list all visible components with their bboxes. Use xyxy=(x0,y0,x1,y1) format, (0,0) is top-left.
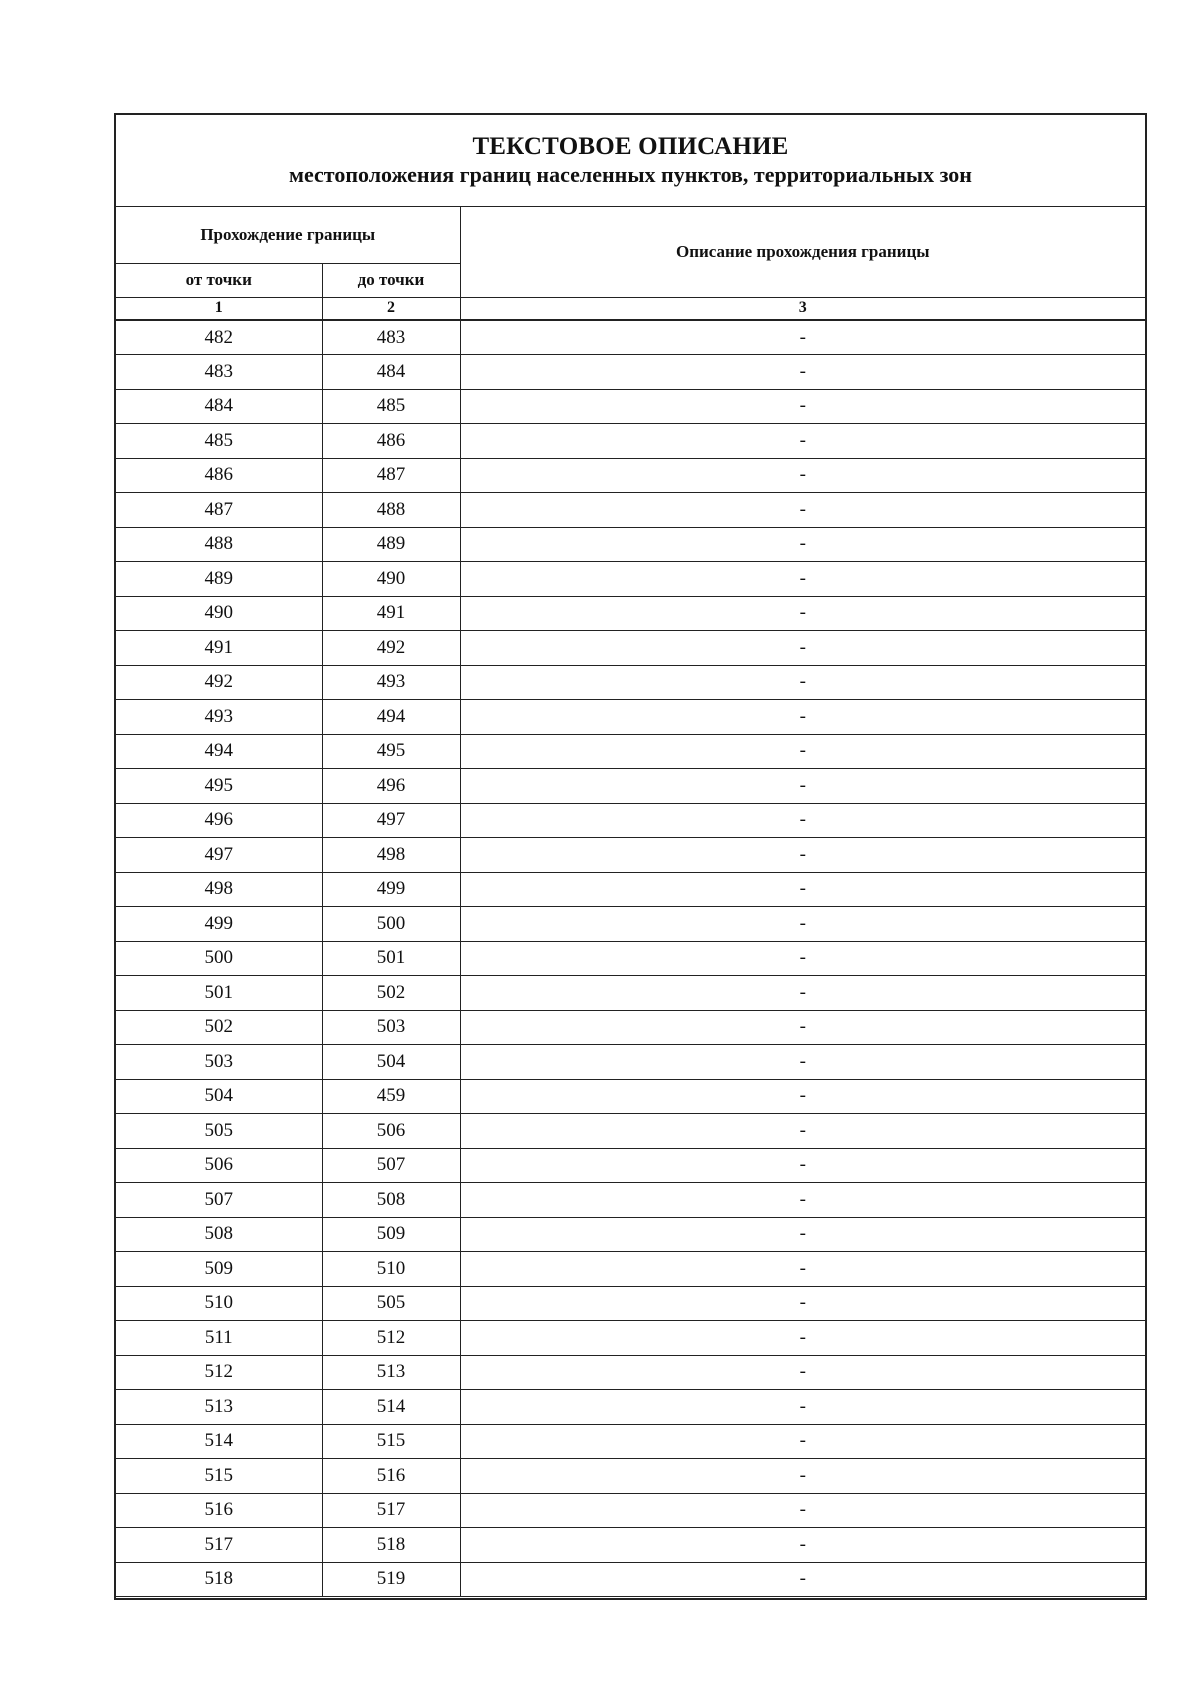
from-point-cell: 509 xyxy=(116,1252,322,1287)
description-cell: - xyxy=(460,803,1145,838)
description-cell: - xyxy=(460,631,1145,666)
from-point-cell: 511 xyxy=(116,1321,322,1356)
document-title: ТЕКСТОВОЕ ОПИСАНИЕ xyxy=(472,133,789,160)
from-point-cell: 493 xyxy=(116,700,322,735)
to-point-cell: 515 xyxy=(322,1424,460,1459)
description-cell: - xyxy=(460,1252,1145,1287)
to-point-cell: 495 xyxy=(322,734,460,769)
document-frame xyxy=(114,113,1147,1600)
from-point-cell: 492 xyxy=(116,665,322,700)
from-point-cell: 507 xyxy=(116,1183,322,1218)
to-point-cell: 514 xyxy=(322,1390,460,1425)
to-point-cell: 502 xyxy=(322,976,460,1011)
table-row xyxy=(116,1493,1145,1528)
to-point-cell: 484 xyxy=(322,355,460,390)
description-cell: - xyxy=(460,907,1145,942)
to-point-cell: 501 xyxy=(322,941,460,976)
table-row xyxy=(116,1459,1145,1494)
table-row xyxy=(116,493,1145,528)
description-cell: - xyxy=(460,596,1145,631)
table-row xyxy=(116,320,1145,355)
to-point-cell: 519 xyxy=(322,1562,460,1597)
header-to-point: до точки xyxy=(322,263,460,297)
to-point-cell: 497 xyxy=(322,803,460,838)
from-point-cell: 496 xyxy=(116,803,322,838)
from-point-cell: 506 xyxy=(116,1148,322,1183)
table-row xyxy=(116,1217,1145,1252)
description-cell: - xyxy=(460,1424,1145,1459)
table-row xyxy=(116,1528,1145,1563)
to-point-cell: 485 xyxy=(322,389,460,424)
from-point-cell: 482 xyxy=(116,320,322,355)
table-row xyxy=(116,665,1145,700)
description-cell: - xyxy=(460,458,1145,493)
description-cell: - xyxy=(460,872,1145,907)
to-point-cell: 492 xyxy=(322,631,460,666)
to-point-cell: 498 xyxy=(322,838,460,873)
description-cell: - xyxy=(460,941,1145,976)
from-point-cell: 489 xyxy=(116,562,322,597)
table-header xyxy=(116,207,1145,320)
from-point-cell: 494 xyxy=(116,734,322,769)
from-point-cell: 512 xyxy=(116,1355,322,1390)
table-row xyxy=(116,734,1145,769)
to-point-cell: 507 xyxy=(322,1148,460,1183)
to-point-cell: 513 xyxy=(322,1355,460,1390)
to-point-cell: 488 xyxy=(322,493,460,528)
from-point-cell: 499 xyxy=(116,907,322,942)
table-row xyxy=(116,1010,1145,1045)
from-point-cell: 484 xyxy=(116,389,322,424)
table-row xyxy=(116,1045,1145,1080)
description-cell: - xyxy=(460,562,1145,597)
description-cell: - xyxy=(460,1079,1145,1114)
to-point-cell: 505 xyxy=(322,1286,460,1321)
table-row xyxy=(116,1079,1145,1114)
document-subtitle: местоположения границ населенных пунктов, территориальных зон xyxy=(289,162,972,187)
from-point-cell: 510 xyxy=(116,1286,322,1321)
document-header xyxy=(116,115,1145,207)
from-point-cell: 518 xyxy=(116,1562,322,1597)
table-row xyxy=(116,1183,1145,1218)
to-point-cell: 509 xyxy=(322,1217,460,1252)
from-point-cell: 505 xyxy=(116,1114,322,1149)
table-row xyxy=(116,838,1145,873)
to-point-cell: 503 xyxy=(322,1010,460,1045)
table-body xyxy=(116,320,1145,1597)
to-point-cell: 483 xyxy=(322,320,460,355)
header-col-number-2: 2 xyxy=(322,297,460,320)
header-col-number-1: 1 xyxy=(116,297,322,320)
to-point-cell: 459 xyxy=(322,1079,460,1114)
to-point-cell: 486 xyxy=(322,424,460,459)
description-cell: - xyxy=(460,1010,1145,1045)
table-row xyxy=(116,1252,1145,1287)
table-row xyxy=(116,872,1145,907)
description-cell: - xyxy=(460,424,1145,459)
table-row xyxy=(116,389,1145,424)
description-cell: - xyxy=(460,493,1145,528)
from-point-cell: 508 xyxy=(116,1217,322,1252)
to-point-cell: 510 xyxy=(322,1252,460,1287)
from-point-cell: 488 xyxy=(116,527,322,562)
table-row xyxy=(116,1286,1145,1321)
description-cell: - xyxy=(460,1390,1145,1425)
description-cell: - xyxy=(460,320,1145,355)
from-point-cell: 485 xyxy=(116,424,322,459)
table-row xyxy=(116,1114,1145,1149)
description-cell: - xyxy=(460,1321,1145,1356)
to-point-cell: 496 xyxy=(322,769,460,804)
table-row xyxy=(116,1424,1145,1459)
to-point-cell: 506 xyxy=(322,1114,460,1149)
description-cell: - xyxy=(460,1528,1145,1563)
table-row xyxy=(116,1390,1145,1425)
description-cell: - xyxy=(460,1493,1145,1528)
from-point-cell: 483 xyxy=(116,355,322,390)
from-point-cell: 500 xyxy=(116,941,322,976)
to-point-cell: 500 xyxy=(322,907,460,942)
table-row xyxy=(116,769,1145,804)
from-point-cell: 497 xyxy=(116,838,322,873)
description-cell: - xyxy=(460,1562,1145,1597)
table-row xyxy=(116,941,1145,976)
table-row xyxy=(116,803,1145,838)
from-point-cell: 504 xyxy=(116,1079,322,1114)
table-row xyxy=(116,458,1145,493)
table-row xyxy=(116,527,1145,562)
description-cell: - xyxy=(460,1286,1145,1321)
boundary-table xyxy=(116,207,1145,1597)
description-cell: - xyxy=(460,1045,1145,1080)
to-point-cell: 518 xyxy=(322,1528,460,1563)
description-cell: - xyxy=(460,1459,1145,1494)
description-cell: - xyxy=(460,355,1145,390)
header-description: Описание прохождения границы xyxy=(460,207,1145,297)
to-point-cell: 516 xyxy=(322,1459,460,1494)
description-cell: - xyxy=(460,838,1145,873)
header-from-point: от точки xyxy=(116,263,322,297)
from-point-cell: 495 xyxy=(116,769,322,804)
description-cell: - xyxy=(460,1148,1145,1183)
from-point-cell: 490 xyxy=(116,596,322,631)
table-row xyxy=(116,631,1145,666)
table-row xyxy=(116,1355,1145,1390)
description-cell: - xyxy=(460,389,1145,424)
table-row xyxy=(116,976,1145,1011)
to-point-cell: 489 xyxy=(322,527,460,562)
from-point-cell: 516 xyxy=(116,1493,322,1528)
from-point-cell: 501 xyxy=(116,976,322,1011)
description-cell: - xyxy=(460,700,1145,735)
to-point-cell: 494 xyxy=(322,700,460,735)
description-cell: - xyxy=(460,769,1145,804)
table-row xyxy=(116,1562,1145,1597)
to-point-cell: 490 xyxy=(322,562,460,597)
from-point-cell: 514 xyxy=(116,1424,322,1459)
table-row xyxy=(116,700,1145,735)
header-boundary-passage: Прохождение границы xyxy=(116,207,460,263)
to-point-cell: 493 xyxy=(322,665,460,700)
from-point-cell: 503 xyxy=(116,1045,322,1080)
table-row xyxy=(116,355,1145,390)
to-point-cell: 508 xyxy=(322,1183,460,1218)
from-point-cell: 517 xyxy=(116,1528,322,1563)
from-point-cell: 498 xyxy=(116,872,322,907)
description-cell: - xyxy=(460,1114,1145,1149)
table-row xyxy=(116,1321,1145,1356)
table-row xyxy=(116,1148,1145,1183)
from-point-cell: 502 xyxy=(116,1010,322,1045)
description-cell: - xyxy=(460,976,1145,1011)
table-row xyxy=(116,562,1145,597)
description-cell: - xyxy=(460,1183,1145,1218)
to-point-cell: 487 xyxy=(322,458,460,493)
from-point-cell: 487 xyxy=(116,493,322,528)
description-cell: - xyxy=(460,1355,1145,1390)
from-point-cell: 515 xyxy=(116,1459,322,1494)
description-cell: - xyxy=(460,665,1145,700)
to-point-cell: 512 xyxy=(322,1321,460,1356)
to-point-cell: 499 xyxy=(322,872,460,907)
table-row xyxy=(116,596,1145,631)
table-row xyxy=(116,424,1145,459)
header-col-number-3: 3 xyxy=(460,297,1145,320)
description-cell: - xyxy=(460,527,1145,562)
from-point-cell: 513 xyxy=(116,1390,322,1425)
from-point-cell: 491 xyxy=(116,631,322,666)
description-cell: - xyxy=(460,734,1145,769)
to-point-cell: 504 xyxy=(322,1045,460,1080)
from-point-cell: 486 xyxy=(116,458,322,493)
to-point-cell: 491 xyxy=(322,596,460,631)
to-point-cell: 517 xyxy=(322,1493,460,1528)
table-row xyxy=(116,907,1145,942)
description-cell: - xyxy=(460,1217,1145,1252)
